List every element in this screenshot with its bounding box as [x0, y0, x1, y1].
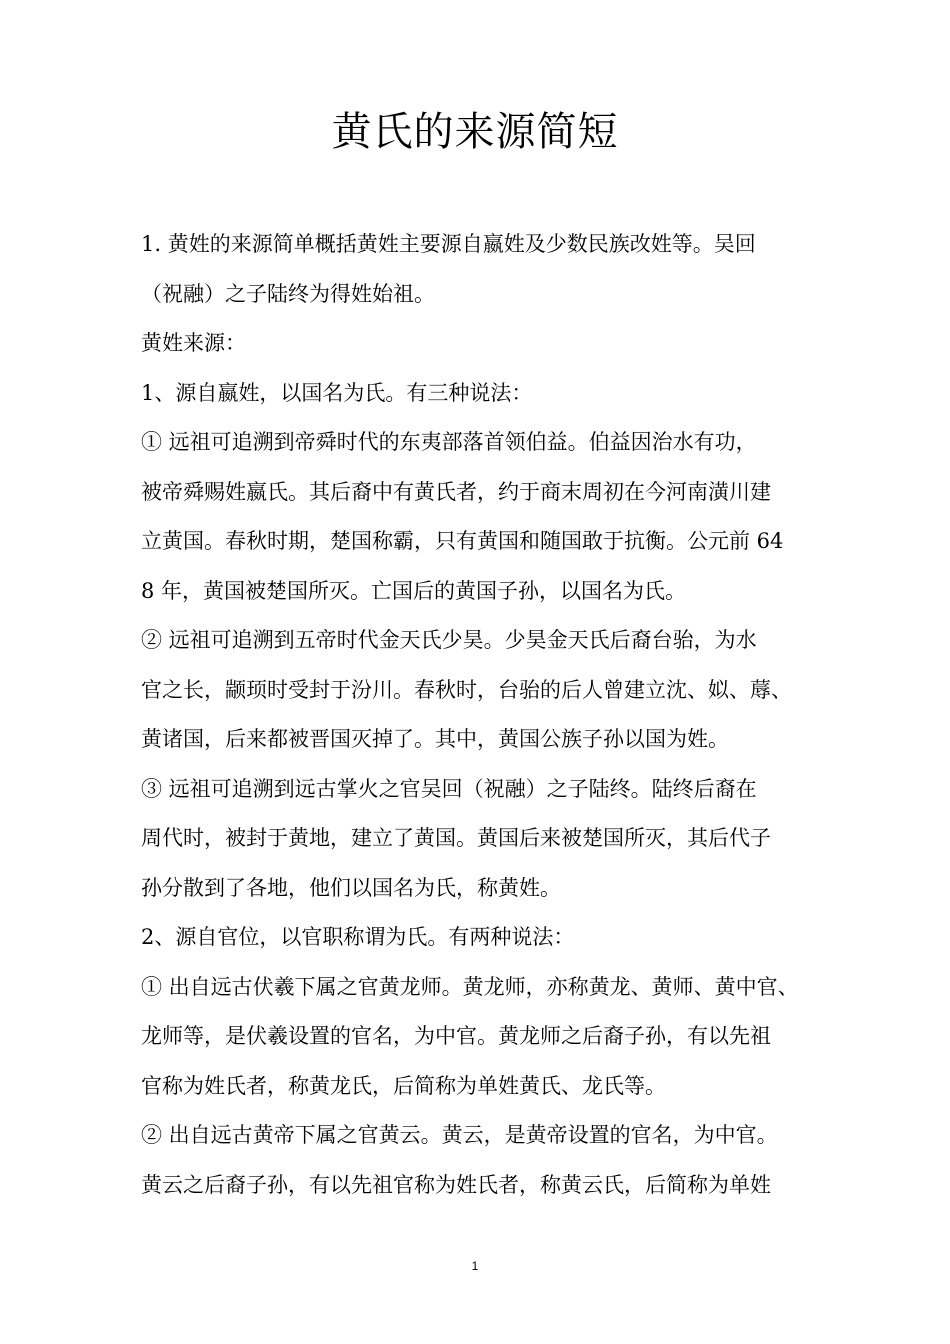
page-number: 1: [471, 1259, 479, 1273]
document-body: [141, 226, 841, 1216]
paragraph-line: 8 年，黄国被楚国所灭。亡国后的黄国子孙，以国名为氏。: [141, 578, 687, 603]
paragraph-line: 黄诸国，后来都被晋国灭掉了。其中，黄国公族子孙以国为姓。: [141, 727, 729, 751]
paragraph-line: 2、源自官位，以官职称谓为氏。有两种说法：: [141, 925, 575, 949]
paragraph-line: 龙师等，是伏羲设置的官名，为中官。黄龙师之后裔子孙，有以先祖: [141, 1024, 771, 1048]
paragraph-line: 被帝舜赐姓嬴氏。其后裔中有黄氏者，约于商末周初在今河南潢川建: [141, 479, 771, 504]
paragraph-line: 黄云之后裔子孙，有以先祖官称为姓氏者，称黄云氏，后简称为单姓: [141, 1172, 771, 1197]
paragraph-line: ② 远祖可追溯到五帝时代金天氏少昊。少昊金天氏后裔台骀，为水: [141, 628, 757, 652]
paragraph-line: 1. 黄姓的来源简单概括黄姓主要源自嬴姓及少数民族改姓等。吴回: [141, 232, 756, 256]
paragraph-line: ① 远祖可追溯到帝舜时代的东夷部落首领伯益。伯益因治水有功，: [141, 430, 757, 454]
paragraph-line: 立黄国。春秋时期，楚国称霸，只有黄国和随国敢于抗衡。公元前 64: [141, 529, 784, 553]
paragraph-line: （祝融）之子陆终为得姓始祖。: [141, 281, 435, 306]
paragraph-line: ① 出自远古伏羲下属之官黄龙师。黄龙师，亦称黄龙、黄师、黄中官、: [141, 974, 799, 999]
paragraph-line: 1、源自嬴姓，以国名为氏。有三种说法：: [141, 380, 533, 405]
paragraph-line: ③ 远祖可追溯到远古掌火之官吴回（祝融）之子陆终。陆终后裔在: [141, 776, 757, 801]
paragraph-line: 黄姓来源：: [141, 331, 246, 355]
paragraph-line: 周代时，被封于黄地，建立了黄国。黄国后来被楚国所灭，其后代子: [141, 826, 771, 850]
document-title: 黄氏的来源简短: [331, 109, 619, 155]
paragraph-line: 官称为姓氏者，称黄龙氏，后简称为单姓黄氏、龙氏等。: [141, 1073, 666, 1098]
paragraph-line: 官之长，颛顼时受封于汾川。春秋时，台骀的后人曾建立沈、姒、蓐、: [141, 677, 792, 702]
paragraph-line: ② 出自远古黄帝下属之官黄云。黄云，是黄帝设置的官名，为中官。: [141, 1123, 778, 1147]
paragraph-line: 孙分散到了各地，他们以国名为氏，称黄姓。: [141, 875, 561, 900]
